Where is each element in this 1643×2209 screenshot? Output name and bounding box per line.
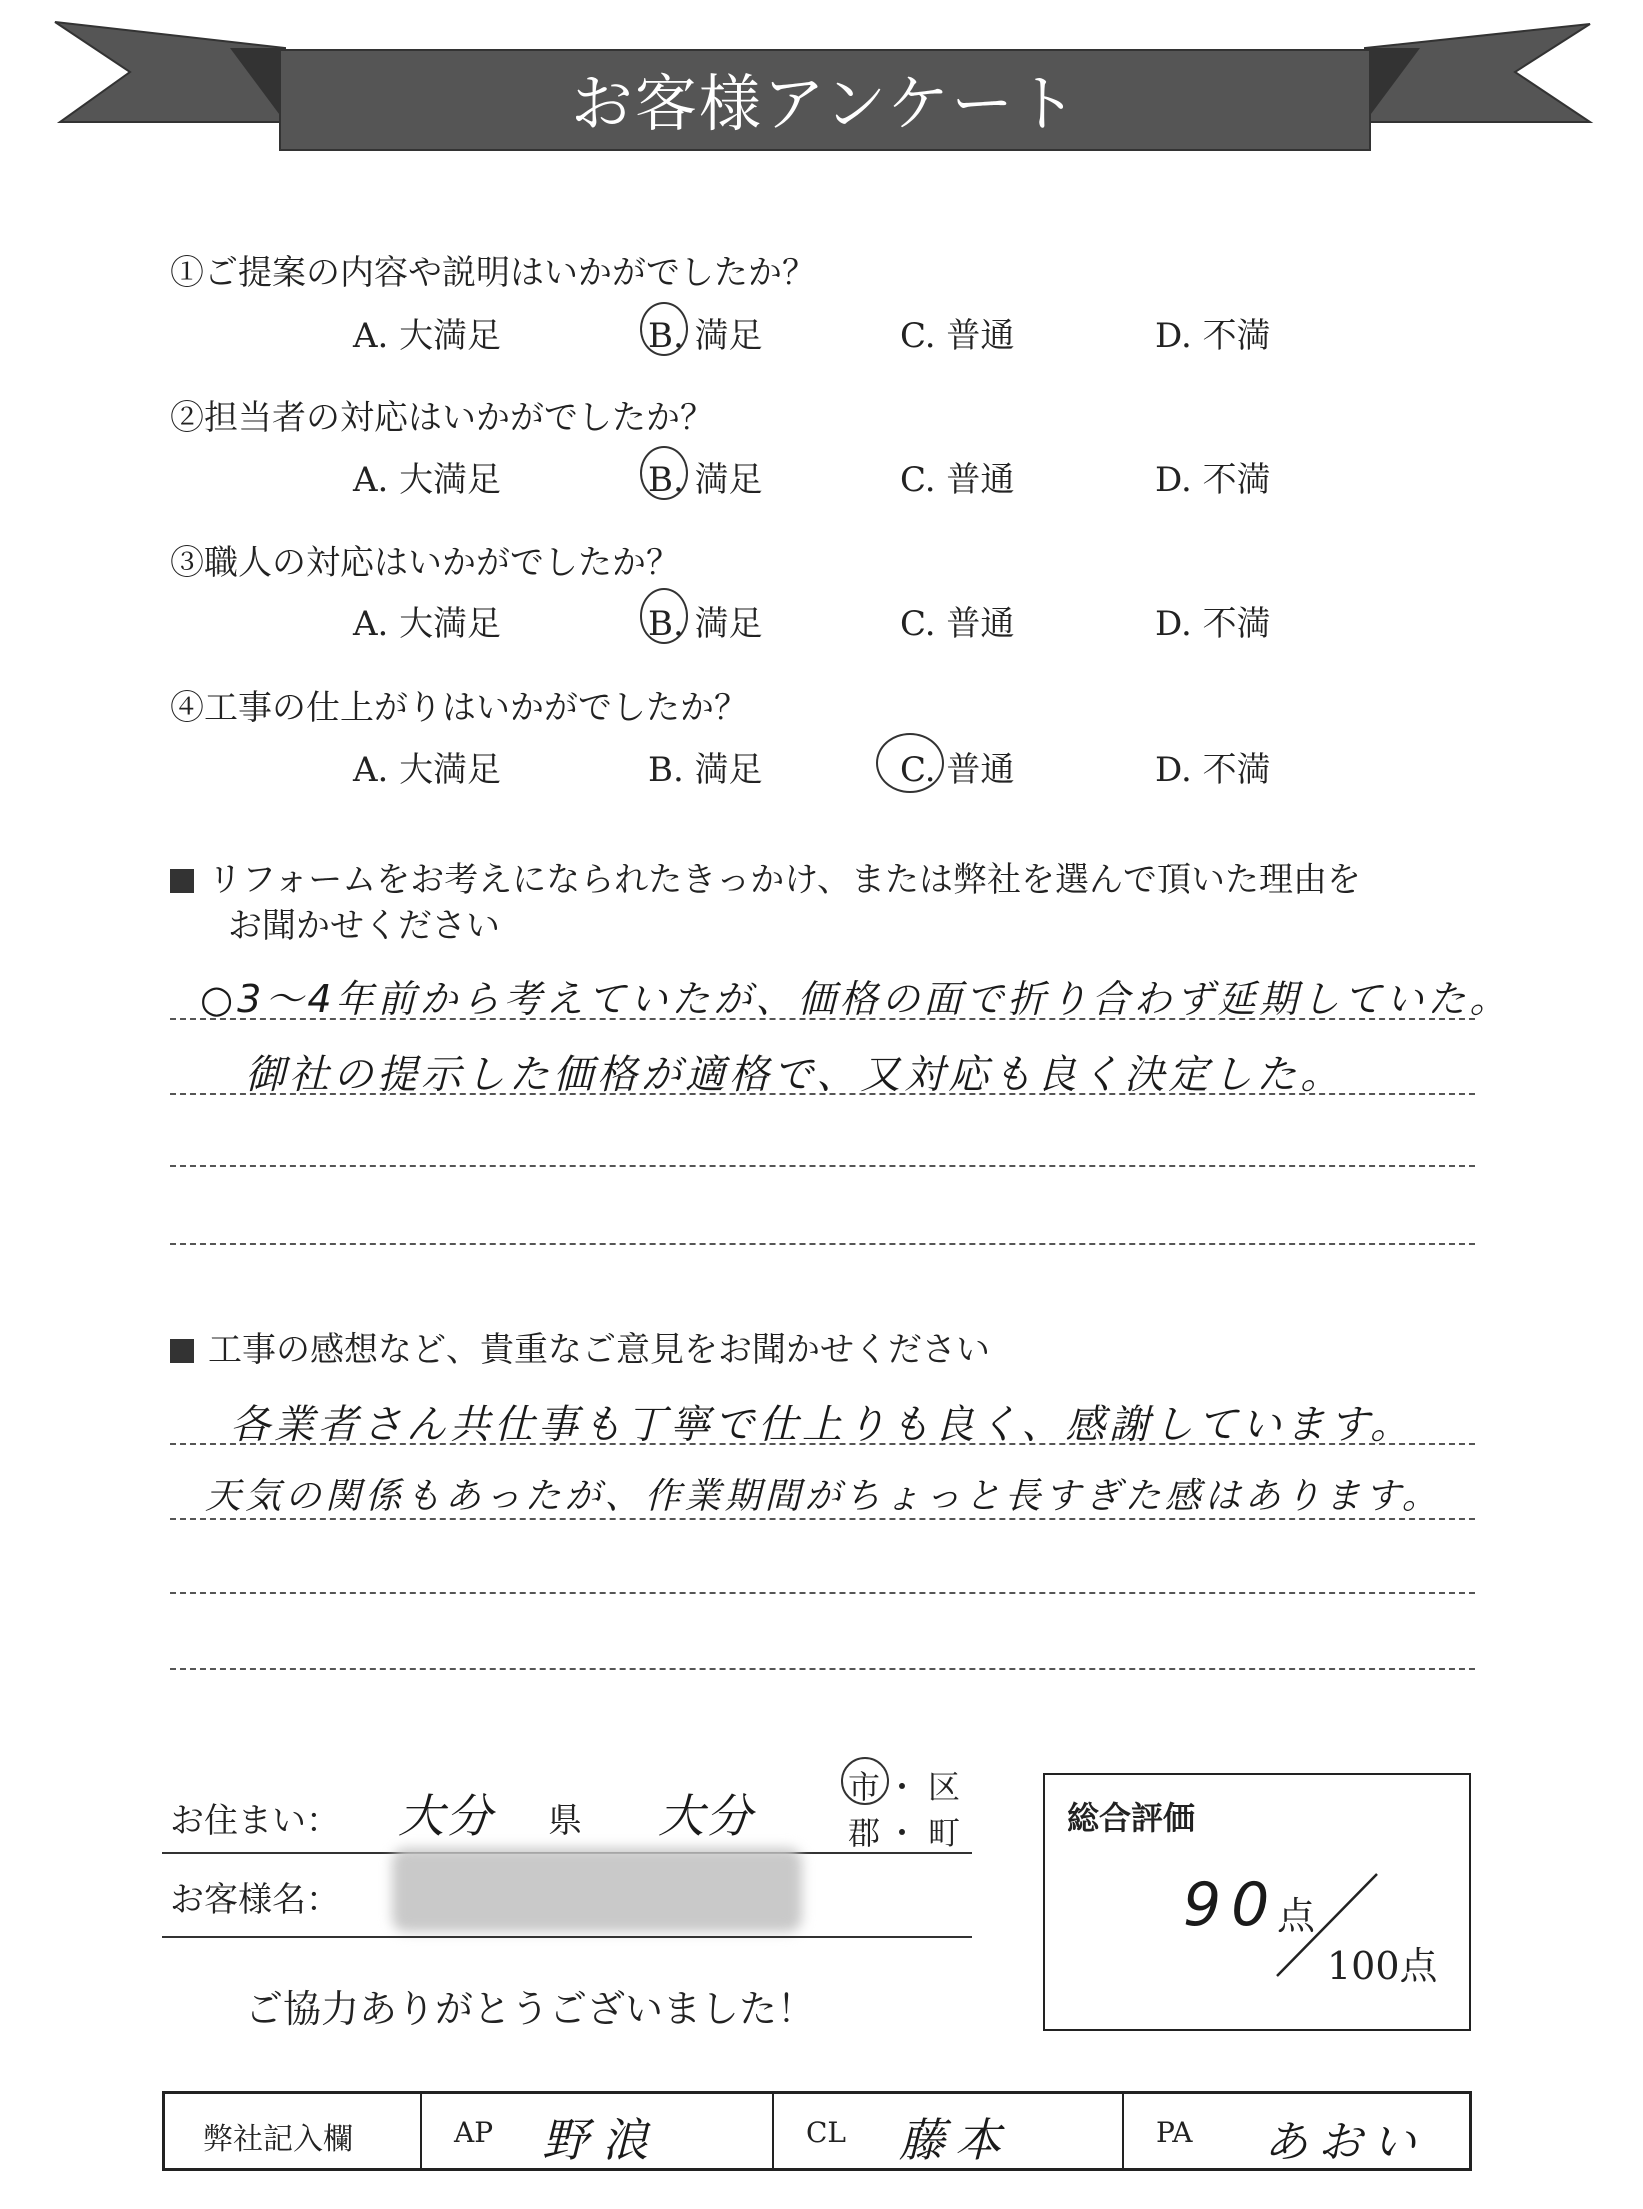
impressions-rule-1	[170, 1443, 1475, 1445]
page-title: お客様アンケート	[570, 67, 1080, 140]
q1-selection-circle	[640, 302, 688, 356]
reason-rule-1	[170, 1018, 1475, 1020]
address-shi: 市	[848, 1768, 881, 1806]
reason-line-2: 御社の提示した価格が適格で、又対応も良く決定した。	[245, 1052, 1345, 1098]
score-unit: 点	[1277, 1894, 1316, 1938]
impressions-rule-4	[170, 1668, 1475, 1670]
q2-option-c[interactable]: C. 普通	[900, 460, 1015, 500]
customer-name-redacted	[392, 1848, 802, 1932]
score-value: 90	[1183, 1870, 1280, 1940]
question-1: ①ご提案の内容や説明はいかがでしたか？	[170, 253, 816, 293]
address-gun: 郡	[848, 1814, 881, 1852]
reason-rule-4	[170, 1243, 1475, 1245]
square-bullet-icon	[170, 1339, 194, 1363]
q4-option-c[interactable]: C. 普通	[900, 750, 1015, 790]
impressions-rule-2	[170, 1518, 1475, 1520]
q1-option-a[interactable]: A. 大満足	[353, 316, 502, 356]
address-pref-suffix: 県	[548, 1801, 582, 1841]
ap-value: 野浪	[542, 2113, 662, 2167]
question-3: ③職人の対応はいかがでしたか？	[170, 543, 680, 583]
reason-rule-2	[170, 1093, 1475, 1095]
customer-label: お客様名：	[170, 1880, 340, 1920]
score-label: 総合評価	[1067, 1799, 1196, 1837]
q2-selection-circle	[640, 446, 688, 500]
cl-label: CL	[806, 2116, 847, 2149]
address-prefecture: 大分	[398, 1789, 494, 1843]
square-bullet-icon	[170, 869, 194, 893]
ap-label: AP	[454, 2116, 494, 2149]
customer-underline	[162, 1936, 972, 1938]
q2-option-b[interactable]: B. 満足	[648, 460, 763, 500]
q2-option-d[interactable]: D. 不満	[1155, 460, 1271, 500]
reason-heading-2: お聞かせください	[228, 906, 500, 946]
office-use-table	[162, 2091, 1472, 2171]
q3-option-a[interactable]: A. 大満足	[353, 604, 502, 644]
q1-option-d[interactable]: D. 不満	[1155, 316, 1271, 356]
q3-option-d[interactable]: D. 不満	[1155, 604, 1271, 644]
address-machi: 町	[928, 1814, 961, 1852]
question-4: ④工事の仕上がりはいかがでしたか？	[170, 688, 748, 728]
cl-value: 藤本	[899, 2113, 1011, 2167]
pa-cell	[1124, 2094, 1469, 2168]
ap-cell	[422, 2094, 774, 2168]
thanks-message: ご協力ありがとうございました！	[245, 1987, 816, 2031]
impressions-heading: 工事の感想など、貴重なご意見をお聞かせください	[170, 1322, 990, 1371]
q3-option-b[interactable]: B. 満足	[648, 604, 763, 644]
q4-option-b[interactable]: B. 満足	[648, 750, 763, 790]
impressions-line-2: 天気の関係もあったが、作業期間がちょっと長すぎた感はあります。	[205, 1476, 1442, 1517]
address-label: お住まい：	[170, 1801, 340, 1841]
address-dot-1: ・	[886, 1768, 919, 1806]
score-max: 100点	[1327, 1944, 1438, 1988]
pa-label: PA	[1156, 2116, 1193, 2149]
q4-option-d[interactable]: D. 不満	[1155, 750, 1271, 790]
q2-option-a[interactable]: A. 大満足	[353, 460, 502, 500]
q4-selection-circle	[876, 733, 944, 793]
impressions-rule-3	[170, 1592, 1475, 1594]
cl-cell	[774, 2094, 1124, 2168]
q1-option-b[interactable]: B. 満足	[648, 316, 763, 356]
reason-heading: リフォームをお考えになられたきっかけ、または弊社を選んで頂いた理由を	[170, 852, 1361, 901]
pa-value: あおい	[1264, 2117, 1426, 2168]
city-selection-circle	[841, 1757, 889, 1805]
address-city: 大分	[658, 1789, 754, 1843]
question-2: ②担当者の対応はいかがでしたか？	[170, 398, 714, 438]
address-dot-2: ・	[886, 1814, 919, 1852]
office-use-label-cell	[165, 2094, 422, 2168]
reason-rule-3	[170, 1165, 1475, 1167]
office-use-label: 弊社記入欄	[203, 2122, 353, 2157]
address-ku: 区	[928, 1768, 961, 1806]
q1-option-c[interactable]: C. 普通	[900, 316, 1015, 356]
q3-option-c[interactable]: C. 普通	[900, 604, 1015, 644]
q3-selection-circle	[640, 588, 688, 644]
score-box	[1043, 1773, 1471, 2031]
impressions-line-1: 各業者さん共仕事も丁寧で仕上りも良く、感謝しています。	[230, 1402, 1414, 1448]
q4-option-a[interactable]: A. 大満足	[353, 750, 502, 790]
reason-line-1: ○3～4年前から考えていたが、価格の面で折り合わず延期していた。	[200, 977, 1512, 1021]
